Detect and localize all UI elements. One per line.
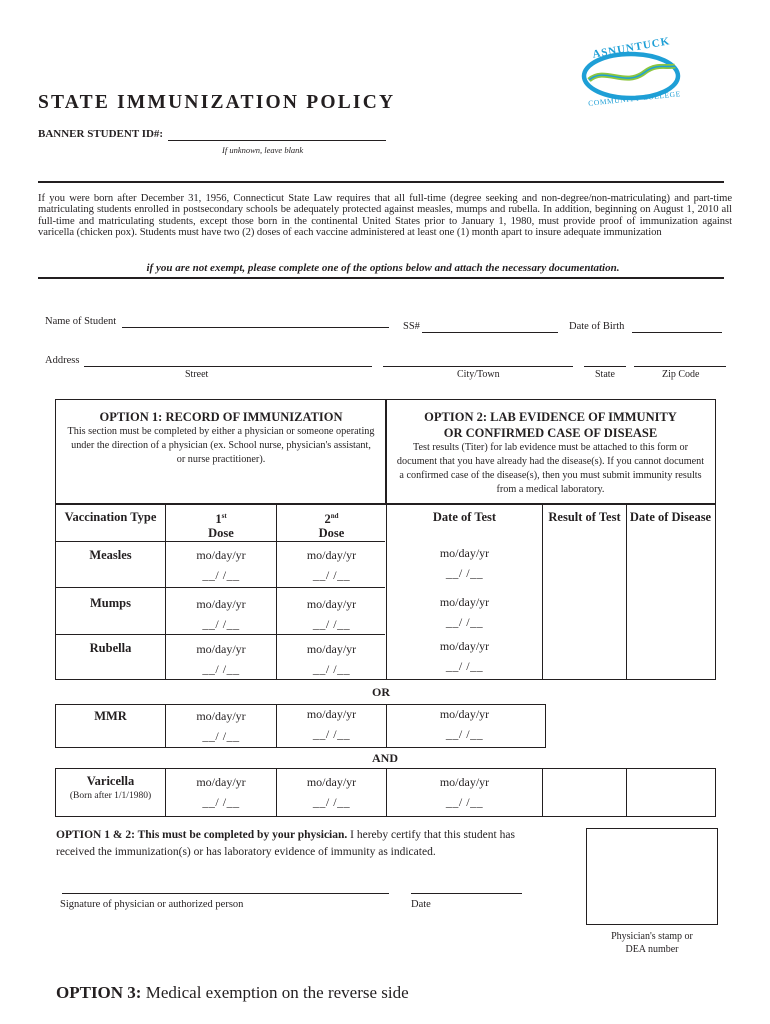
divider — [38, 277, 724, 279]
vaccine-mmr: MMR — [94, 709, 127, 723]
option1-heading: OPTION 1: RECORD OF IMMUNIZATION — [99, 410, 343, 424]
header-date-of-test: Date of Test — [432, 510, 497, 524]
mumps-test-date[interactable]: mo/day/yr __/ /__ — [439, 595, 490, 629]
zip-caption: Zip Code — [662, 369, 700, 380]
mumps-dose2-date[interactable]: mo/day/yr __/ /__ — [306, 597, 357, 631]
name-label: Name of Student — [45, 316, 117, 327]
varicella-note: (Born after 1/1/1980) — [69, 791, 152, 801]
state-caption: State — [595, 369, 615, 380]
rubella-dose1-date[interactable]: mo/day/yr __/ /__ — [196, 642, 246, 676]
street-field[interactable] — [84, 355, 372, 367]
vaccine-mumps: Mumps — [90, 596, 131, 610]
option2-heading-1: OPTION 2: LAB EVIDENCE OF IMMUNITY — [424, 410, 677, 424]
header-result: Result of Test — [548, 510, 621, 524]
state-field[interactable] — [584, 355, 626, 367]
header-dose2: 2nd Dose — [318, 512, 345, 541]
mmr-dose1-date[interactable]: mo/day/yr __/ /__ — [196, 709, 246, 743]
banner-id-label: BANNER STUDENT ID#: — [38, 128, 164, 140]
certification-text: OPTION 1 & 2: This must be completed by your physician. I hereby certify that this student has received the immunization(s) or has laboratory evidence of immunity as indicated. — [56, 829, 515, 858]
varicella-dose1-date[interactable]: mo/day/yr __/ /__ — [196, 775, 246, 809]
signature-label: Signature of physician or authorized person — [60, 899, 244, 910]
page-title: STATE IMMUNIZATION POLICY — [38, 92, 396, 113]
intro-paragraph: If you were born after December 31, 1956, Connecticut State Law requires that all full-time (degree seeking and non-degree/non-matriculating) and part-time matriculating students enrolled in postsecondary schools be adequately protected against measles, mumps and rubella. In addition, beginning on August 1, 2010 all full-time and matriculating students, except those born in the continental United States prior to January 1, 1980, must provide proof of immunization against varicella (chicken pox). Students must have two (2) doses of each vaccine administered at least one (1) month apart to insure adequate immunization — [38, 193, 732, 239]
date-field[interactable] — [411, 893, 522, 894]
measles-dose2-date[interactable]: mo/day/yr __/ /__ — [306, 548, 357, 582]
logo-name-top: ASNUNTUCK — [591, 35, 672, 61]
instruction-text: if you are not exempt, please complete one of the options below and attach the necessary documentation. — [146, 262, 620, 274]
city-field[interactable] — [383, 355, 573, 367]
divider — [38, 181, 724, 183]
signature-field[interactable] — [62, 893, 389, 894]
stamp-label: Physician's stamp or DEA number — [611, 931, 693, 955]
header-date-of-disease: Date of Disease — [629, 510, 712, 524]
measles-test-date[interactable]: mo/day/yr __/ /__ — [439, 546, 490, 580]
logo-name-bottom: COMMUNITY COLLEGE — [587, 89, 682, 108]
street-caption: Street — [185, 369, 209, 380]
and-label: AND — [372, 751, 398, 765]
date-label: Date — [411, 899, 431, 910]
option2-body: Test results (Titer) for lab evidence must be attached to this form or document that you have already had the disease(s). If you cannot document a confirmed case of the disease(s), then you must submit immunity results from a medical laboratory. — [396, 442, 705, 495]
zip-field[interactable] — [634, 355, 726, 367]
city-caption: City/Town — [457, 369, 500, 380]
option1-body: This section must be completed by either a physician or someone operating under the direction of a physician (ex. School nurse, physician's assistant, or nurse practitioner). — [67, 426, 375, 465]
header-dose1: 1st Dose — [208, 512, 234, 541]
ss-label: SS# — [403, 321, 420, 332]
option3-text: OPTION 3: Medical exemption on the reverse side — [56, 983, 409, 1002]
dob-label: Date of Birth — [569, 321, 625, 332]
mumps-dose1-date[interactable]: mo/day/yr __/ /__ — [196, 597, 246, 631]
banner-id-hint: If unknown, leave blank — [222, 145, 304, 155]
varicella-dose2-date[interactable]: mo/day/yr __/ /__ — [306, 775, 357, 809]
header-vaccination-type: Vaccination Type — [64, 510, 157, 524]
banner-id-field[interactable] — [168, 128, 386, 141]
dob-field[interactable] — [632, 321, 722, 333]
mmr-test-date[interactable]: mo/day/yr __/ /__ — [439, 707, 490, 741]
mmr-dose2-date[interactable]: mo/day/yr __/ /__ — [306, 707, 357, 741]
name-field[interactable] — [122, 316, 389, 328]
varicella-test-date[interactable]: mo/day/yr __/ /__ — [439, 775, 490, 809]
rubella-dose2-date[interactable]: mo/day/yr __/ /__ — [306, 642, 357, 676]
vaccine-varicella: Varicella — [86, 774, 135, 788]
or-label: OR — [372, 685, 390, 699]
vaccine-measles: Measles — [89, 548, 132, 562]
ss-field[interactable] — [422, 321, 558, 333]
physician-stamp-box[interactable] — [586, 828, 718, 925]
address-label: Address — [45, 355, 80, 366]
measles-dose1-date[interactable]: mo/day/yr __/ /__ — [196, 548, 246, 582]
vaccine-rubella: Rubella — [89, 641, 132, 655]
option2-heading-2: OR CONFIRMED CASE OF DISEASE — [443, 426, 658, 440]
rubella-test-date[interactable]: mo/day/yr __/ /__ — [439, 639, 490, 673]
